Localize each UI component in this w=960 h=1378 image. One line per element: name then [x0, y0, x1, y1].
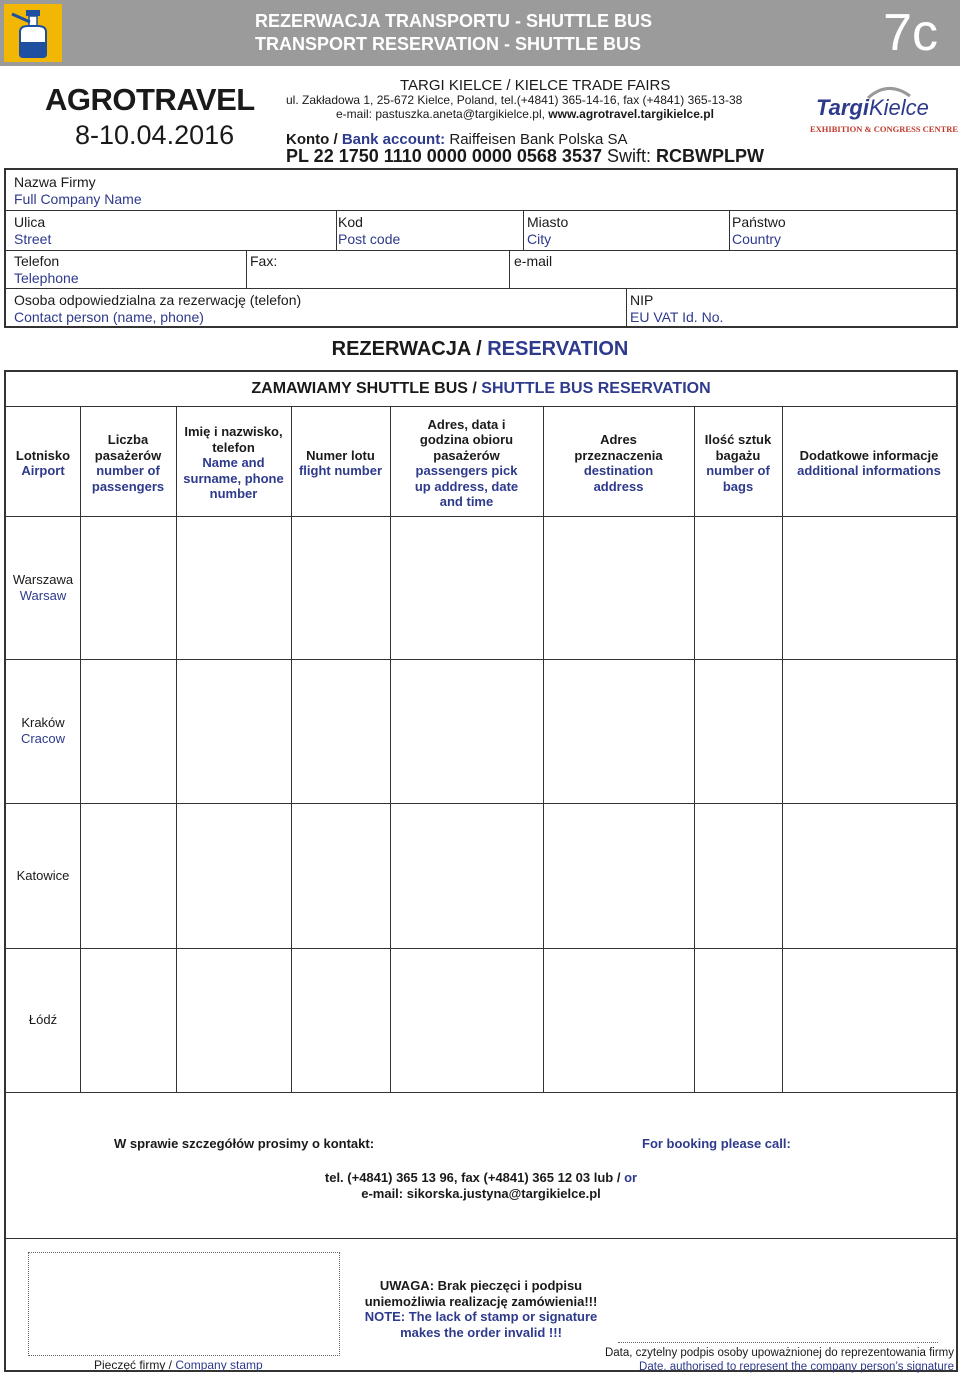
contact-person-field[interactable]: Osoba odpowiedzialna za rezerwację (telefon) Contact person (name, phone): [14, 292, 302, 325]
col-bags: Ilość sztuk bagażu number of bags: [704, 432, 772, 494]
col-pickup: Adres, data i godzina obioru pasażerów passengers pick up address, date and time: [414, 416, 519, 509]
contact-details: tel. (+4841) 365 13 96, fax (+4841) 365 12 03 lub / or e-mail: sikorska.justyna@targikielce.pl: [6, 1170, 956, 1202]
reservation-title: REZERWACJA / RESERVATION: [331, 338, 629, 360]
row-cracow[interactable]: Kraków Cracow: [20, 715, 66, 746]
col-destination: Adres przeznaczenia destination address: [574, 432, 663, 494]
organizer-email: e-mail: pastuszka.aneta@targikielce.pl, www.agrotravel.targikielce.pl: [336, 107, 714, 121]
organizer-name: TARGI KIELCE / KIELCE TRADE FAIRS: [400, 77, 671, 94]
col-passengers: Liczba pasażerów number of passengers: [91, 432, 165, 494]
stamp-note: UWAGA: Brak pieczęci i podpisu uniemożliwia realizację zamówienia!!! NOTE: The lack of stamp or signature makes the order invalid !!!: [364, 1278, 598, 1340]
bank-account: Konto / Bank account: Raiffeisen Bank Polska SA: [286, 131, 628, 148]
row-warsaw[interactable]: Warszawa Warsaw: [12, 571, 74, 603]
event-dates: 8-10.04.2016: [75, 120, 235, 150]
organizer-websites[interactable]: www.agrotravel.targikielce.pl: [548, 107, 714, 121]
country-field[interactable]: Państwo Country: [732, 214, 786, 247]
iban: PL 22 1750 1110 0000 0000 0568 3537 Swift: RCBWPLPW: [286, 146, 764, 166]
company-name-field[interactable]: Nazwa Firmy Full Company Name: [14, 174, 142, 207]
phone-field[interactable]: Telefon Telephone: [14, 253, 79, 286]
col-name-phone: Imię i nazwisko, telefon Name and surname, phone number: [183, 424, 284, 502]
street-field[interactable]: Ulica Street: [14, 214, 52, 247]
contact-email-link[interactable]: e-mail: sikorska.justyna@targikielce.pl: [361, 1186, 601, 1201]
col-additional: Dodatkowe informacje additional informations: [797, 447, 941, 478]
bottle-icon: [4, 4, 62, 62]
event-name: AGROTRAVEL: [45, 82, 255, 117]
form-code: 7c: [883, 4, 938, 62]
reservation-table: [4, 370, 958, 1372]
signature-line[interactable]: [618, 1342, 938, 1343]
fax-field[interactable]: Fax:: [250, 253, 278, 269]
organizer-address: ul. Zakładowa 1, 25-672 Kielce, Poland, tel.(+4841) 365-14-16, fax (+4841) 365-13-38: [286, 93, 743, 107]
post-code-field[interactable]: Kod Post code: [338, 214, 401, 247]
signature-label: Data, czytelny podpis osoby upoważnionej do reprezentowania firmy Date, authorised to represent the company person’s signature: [604, 1347, 954, 1373]
col-flight: Numer lotu flight number: [298, 447, 383, 478]
vat-id-field[interactable]: NIP EU VAT Id. No.: [630, 292, 724, 325]
company-info-form: [4, 168, 958, 328]
row-katowice[interactable]: Katowice: [16, 867, 70, 883]
targi-kielce-logo: TargiKielce EXHIBITION & CONGRESS CENTRE: [810, 82, 945, 140]
company-stamp-area[interactable]: [28, 1252, 340, 1356]
agrotravel-logo: [4, 4, 62, 62]
row-lodz[interactable]: Łódź: [28, 1012, 58, 1027]
contact-label-en: For booking please call:: [642, 1136, 791, 1151]
stamp-label: Pieczęć firmy / Company stamp: [94, 1358, 263, 1372]
form-title: REZERWACJA TRANSPORTU - SHUTTLE BUS TRANSPORT RESERVATION - SHUTTLE BUS: [255, 11, 653, 54]
city-field[interactable]: Miasto City: [527, 214, 569, 247]
email-field[interactable]: e-mail: [514, 253, 553, 269]
contact-label-pl: W sprawie szczegółów prosimy o kontakt:: [114, 1136, 375, 1151]
table-subtitle: ZAMAWIAMY SHUTTLE BUS / SHUTTLE BUS RESERVATION: [251, 380, 711, 397]
col-airport: Lotnisko Airport: [15, 447, 71, 478]
